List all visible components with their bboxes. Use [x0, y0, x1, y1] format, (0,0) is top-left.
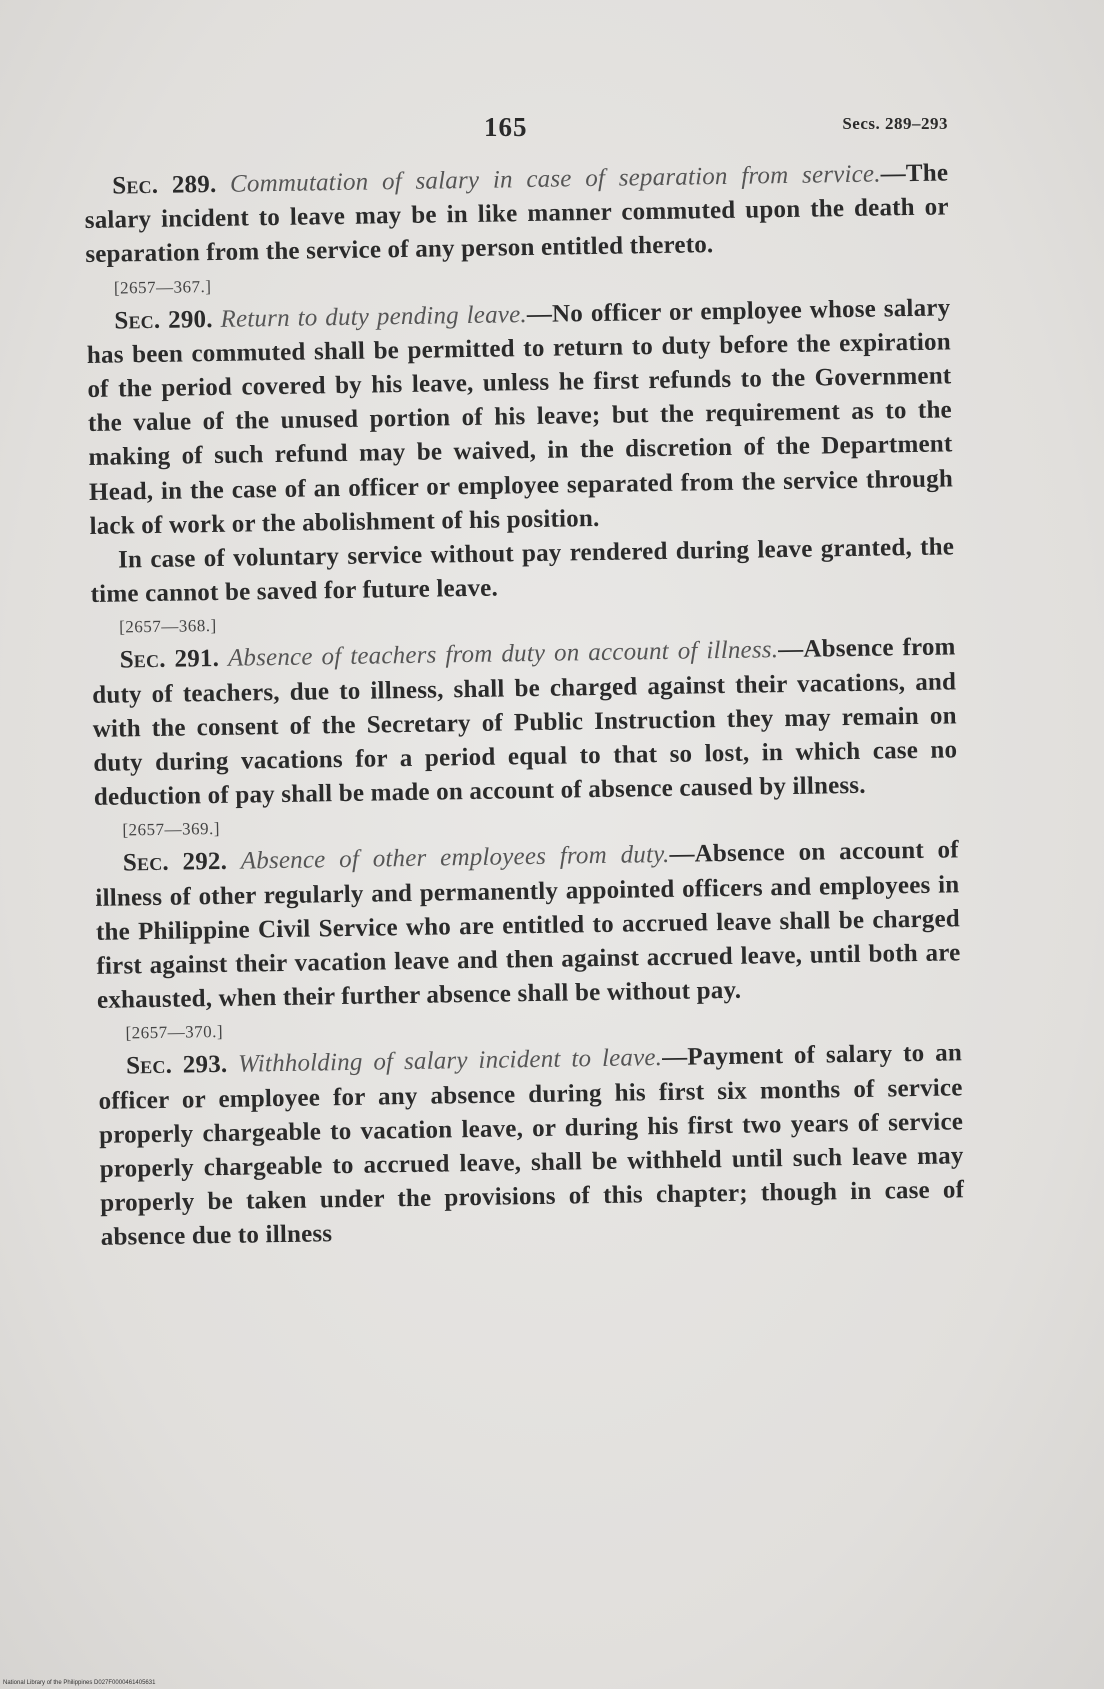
section-text: —Absence from duty of teachers, due to illness, shall be charged against their vacations, and with the consent of the Secretary of Public Instruction they may remain on duty during vacations for a period equal to that so lost, in which case no deduction of pay shall be made on account of absence caused by illness. [92, 633, 958, 812]
section-number: Sec. 293. [125, 1051, 228, 1080]
section-290 [86, 291, 954, 544]
section-heading: Commutation of salary in case of separation from service. [229, 160, 881, 198]
section-text: —Payment of salary to an officer or employee for any absence during his first six months of service properly chargeable to vacation leave, or during his first two years of service properly chargeable to accrued leave, shall be withheld until such leave may properly be taken under the provisions of this chapter; though in case of absence due to illness [98, 1039, 965, 1252]
section-number: Sec. 292. [122, 848, 228, 877]
section-number: Sec. 291. [119, 645, 220, 674]
section-paragraph: In case of voluntary service without pay rendered during leave granted, the time cannot be saved for future leave. [90, 533, 955, 609]
section-number: Sec. 289. [112, 170, 217, 200]
section-citation: [2657—370.] [125, 1022, 224, 1043]
section-293 [98, 1037, 965, 1256]
section-292 [95, 834, 962, 1019]
section-heading: Absence of other employees from duty. [240, 841, 670, 876]
section-citation: [2657—369.] [122, 819, 221, 840]
section-text: —Absence on account of illness of other regularly and permanently appointed officers and employees in the Philippine Civil Service who are entitled to accrued leave shall be charged first against their vacation leave and then against accrued leave, until both are exhausted, when their further absence shall be without pay. [95, 836, 961, 1015]
section-citation: [2657—367.] [113, 276, 212, 298]
running-head: Secs. 289–293 [842, 114, 948, 133]
scan-footer: National Library of the Philippines D027F0000461405631 [3, 1680, 156, 1686]
page-header [84, 112, 948, 152]
section-289 [84, 156, 950, 272]
section-text: —The salary incident to leave may be in like manner commuted upon the death or separation from the service of any person entitled thereto. [84, 159, 949, 269]
section-heading: Return to duty pending leave. [220, 300, 528, 333]
section-heading: Absence of teachers from duty on account of illness. [227, 636, 779, 673]
section-number: Sec. 290. [114, 305, 213, 335]
section-text: —No officer or employee whose salary has been commuted shall be permitted to return to duty before the expiration of the period covered by his leave, unless he first refunds to the Government the value of the unused portion of his leave; but the requirement as to the making of such refund may be waived, in the discretion of the Department Head, in the case of an officer or employee separated from the service through lack of work or the abolishment of his position. [86, 294, 954, 540]
page-body [84, 156, 965, 1255]
section-citation: [2657—368.] [119, 616, 217, 637]
page-number: 165 [484, 112, 528, 142]
section-291 [91, 631, 958, 816]
section-heading: Withholding of salary incident to leave. [237, 1044, 663, 1079]
